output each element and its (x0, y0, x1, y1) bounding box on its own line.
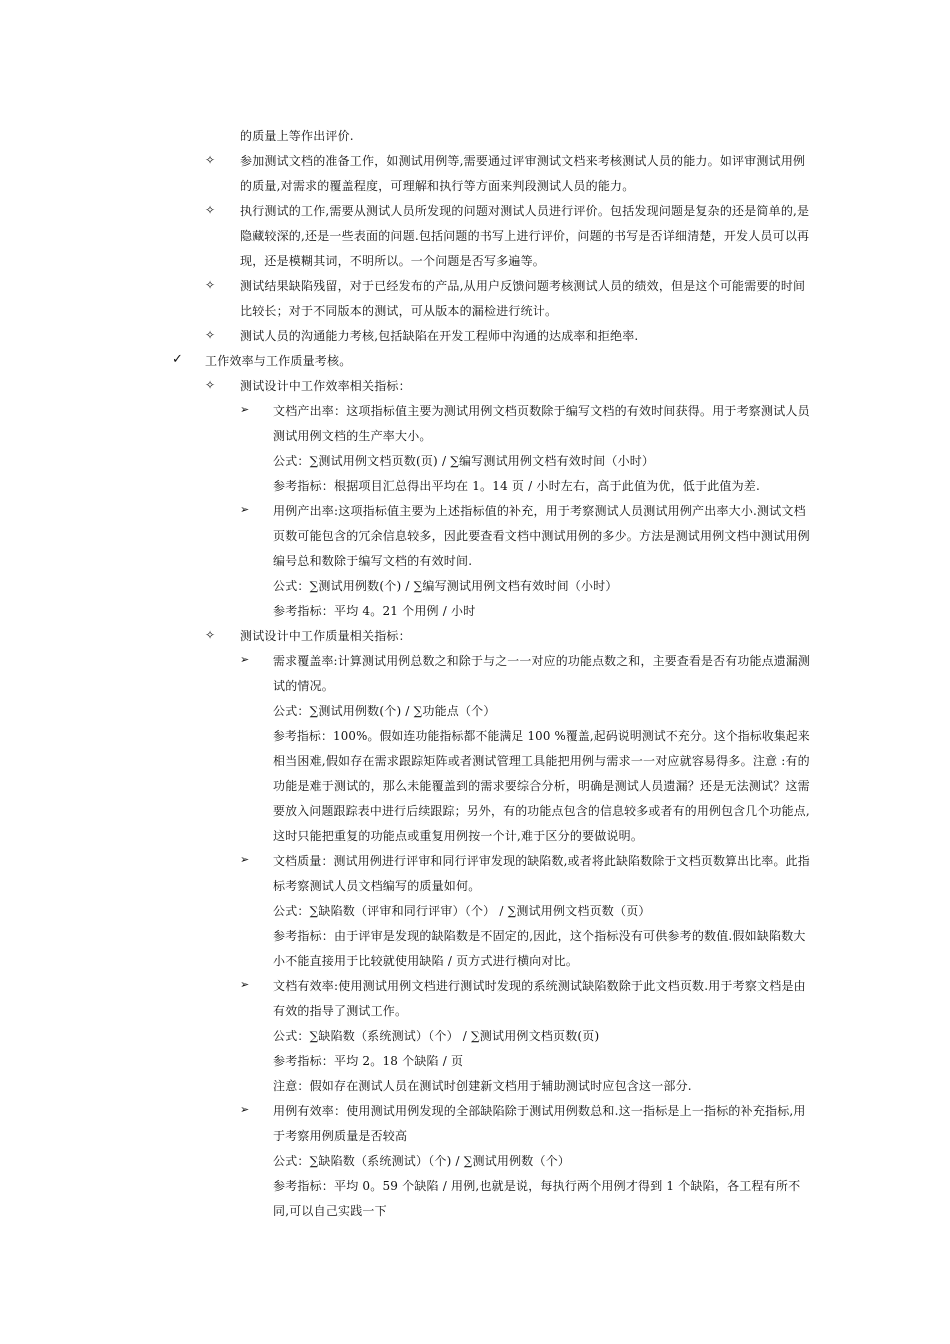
text-line: 工作效率与工作质量考核。 (205, 354, 352, 368)
text-line: 测试结果缺陷残留，对于已经发布的产品,从用户反馈问题考核测试人员的绩效，但是这个可能需要的时间 (240, 279, 806, 293)
text-line: 参考指标：平均 2。18 个缺陷 / 页 (273, 1054, 464, 1068)
text-line: 参加测试文档的准备工作，如测试用例等,需要通过评审测试文档来考核测试人员的能力。如评审测试用例 (240, 154, 806, 168)
text-line: 相当困难,假如存在需求跟踪矩阵或者测试管理工具能把用例与需求一一对应就容易得多。注意 :有的 (273, 754, 810, 768)
text-line: 有效的指导了测试工作。 (273, 1004, 408, 1018)
text-line: 用例产出率:这项指标值主要为上述指标值的补充，用于考察测试人员测试用例产出率大小.测试文档 (273, 504, 806, 518)
text-line: 小不能直接用于比较就使用缺陷 / 页方式进行横向对比。 (273, 954, 579, 968)
text-line: 功能是难于测试的，那么未能覆盖到的需求要综合分析，明确是测试人员遗漏？还是无法测试？这需 (273, 779, 810, 793)
text-line: 的质量上等作出评价. (240, 129, 354, 143)
text-line: 参考指标：平均 4。21 个用例 / 小时 (273, 604, 476, 618)
text-line: 比较长；对于不同版本的测试，可从版本的漏检进行统计。 (240, 304, 558, 318)
text-line: 参考指标：平均 0。59 个缺陷 / 用例,也就是说，每执行两个用例才得到 1 个缺陷，各工程有所不 (273, 1179, 801, 1193)
text-line: 测试用例文档的生产率大小。 (273, 429, 432, 443)
text-line: 试的情况。 (273, 679, 335, 693)
text-line: 用例有效率：使用测试用例发现的全部缺陷除于测试用例数总和.这一指标是上一指标的补充指标,用 (273, 1104, 806, 1118)
text-line: 公式：∑测试用例数(个) / ∑功能点（个） (273, 704, 496, 718)
text-line: 标考察测试人员文档编写的质量如何。 (273, 879, 481, 893)
text-line: 注意：假如存在测试人员在测试时创建新文档用于辅助测试时应包含这一部分. (273, 1079, 692, 1093)
text-line: 公式：∑缺陷数（系统测试）（个） / ∑测试用例文档页数(页) (273, 1029, 600, 1043)
text-line: 现，还是模糊其词，不明所以。一个问题是否写多遍等。 (240, 254, 546, 268)
text-line: 这时只能把重复的功能点或重复用例按一个计,难于区分的要做说明。 (273, 829, 644, 843)
text-line: 文档质量：测试用例进行评审和同行评审发现的缺陷数,或者将此缺陷数除于文档页数算出比率。此指 (273, 854, 810, 868)
text-line: 执行测试的工作,需要从测试人员所发现的问题对测试人员进行评价。包括发现问题是复杂的还是简单的,是 (240, 204, 810, 218)
diamond-bullet-icon: ✧ (205, 278, 216, 292)
diamond-bullet-icon: ✧ (205, 328, 216, 342)
text-line: 测试设计中工作质量相关指标： (240, 629, 411, 643)
text-line: 页数可能包含的冗余信息较多，因此要查看文档中测试用例的多少。方法是测试用例文档中测试用例 (273, 529, 810, 543)
diamond-bullet-icon: ✧ (205, 378, 216, 392)
diamond-bullet-icon: ✧ (205, 628, 216, 642)
arrow-bullet-icon: ➢ (240, 1103, 250, 1116)
text-line: 同,可以自己实践一下 (273, 1204, 387, 1218)
arrow-bullet-icon: ➢ (240, 653, 250, 666)
arrow-bullet-icon: ➢ (240, 978, 250, 991)
text-line: 的质量,对需求的覆盖程度，可理解和执行等方面来判段测试人员的能力。 (240, 179, 635, 193)
text-line: 参考指标：根据项目汇总得出平均在 1。14 页 / 小时左右，高于此值为优，低于此值为差. (273, 479, 761, 493)
text-line: 参考指标：100%。假如连功能指标都不能满足 100 %覆盖,起码说明测试不充分。这个指标收集起来 (273, 729, 810, 743)
text-line: 编号总和数除于编写文档的有效时间. (273, 554, 473, 568)
text-line: 文档产出率：这项指标值主要为测试用例文档页数除于编写文档的有效时间获得。用于考察测试人员 (273, 404, 810, 418)
text-line: 要放入问题跟踪表中进行后续跟踪；另外，有的功能点包含的信息较多或者有的用例包含几个功能点, (273, 804, 810, 818)
check-bullet-icon: ✓ (172, 352, 183, 367)
text-line: 测试人员的沟通能力考核,包括缺陷在开发工程师中沟通的达成率和拒绝率. (240, 329, 639, 343)
text-line: 文档有效率:使用测试用例文档进行测试时发现的系统测试缺陷数除于此文档页数.用于考察文档是由 (273, 979, 806, 993)
arrow-bullet-icon: ➢ (240, 403, 250, 416)
text-line: 测试设计中工作效率相关指标： (240, 379, 411, 393)
text-line: 参考指标：由于评审是发现的缺陷数是不固定的,因此，这个指标没有可供参考的数值.假如缺陷数大 (273, 929, 806, 943)
diamond-bullet-icon: ✧ (205, 203, 216, 217)
text-line: 公式：∑测试用例数(个) / ∑编写测试用例文档有效时间（小时） (273, 579, 618, 593)
text-line: 需求覆盖率:计算测试用例总数之和除于与之一一对应的功能点数之和，主要查看是否有功能点遗漏测 (273, 654, 811, 668)
text-line: 公式：∑测试用例文档页数(页) / ∑编写测试用例文档有效时间（小时） (273, 454, 655, 468)
text-line: 隐藏较深的,还是一些表面的问题.包括问题的书写上进行评价，问题的书写是否详细清楚，开发人员可以再 (240, 229, 810, 243)
text-line: 于考察用例质量是否较高 (273, 1129, 408, 1143)
diamond-bullet-icon: ✧ (205, 153, 216, 167)
text-line: 公式：∑缺陷数（系统测试）（个) / ∑测试用例数（个） (273, 1154, 571, 1168)
text-line: 公式：∑缺陷数（评审和同行评审）（个） / ∑测试用例文档页数（页） (273, 904, 651, 918)
arrow-bullet-icon: ➢ (240, 853, 250, 866)
arrow-bullet-icon: ➢ (240, 503, 250, 516)
